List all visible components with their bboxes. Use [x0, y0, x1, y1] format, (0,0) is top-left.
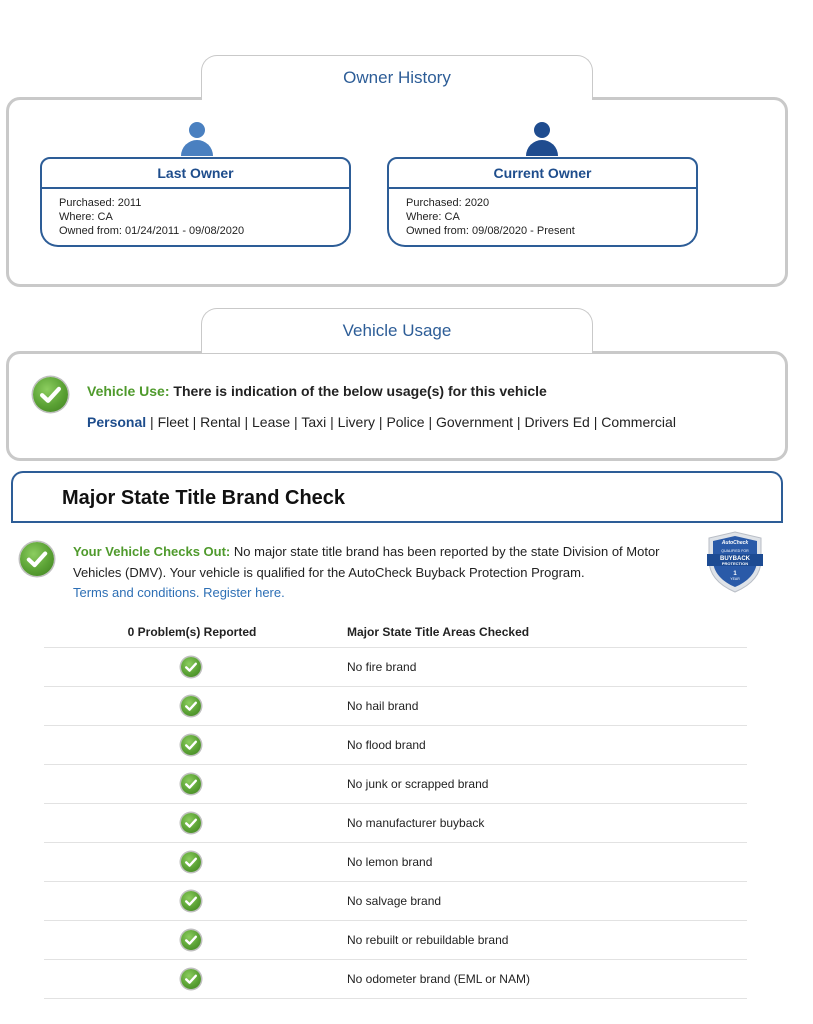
current-owner-where: Where: CA	[406, 211, 460, 223]
vehicle-usage-panel	[6, 351, 788, 461]
checks-out-text: No major state title brand has been reported by the state Division of Motor Vehicles (DMV). Your vehicle is qualified for the AutoCheck Buyback Protection Program.	[73, 544, 660, 580]
buyback-protection-badge-icon	[703, 530, 767, 594]
vehicle-use-statement	[87, 383, 547, 399]
brand-check-table	[44, 647, 747, 999]
usage-type-government: Government	[436, 414, 514, 430]
brand-check-divider	[11, 521, 783, 523]
row-label: No junk or scrapped brand	[347, 777, 489, 791]
usage-type-commercial: Commercial	[601, 414, 676, 430]
table-row	[44, 920, 747, 959]
vehicle-use-text: There is indication of the below usage(s) for this vehicle	[173, 383, 547, 399]
row-check-icon	[181, 774, 201, 794]
badge-line1: QUALIFIED FOR	[721, 549, 749, 553]
last-owner-where: Where: CA	[59, 211, 113, 223]
row-label: No manufacturer buyback	[347, 816, 485, 830]
usage-type-fleet: Fleet	[157, 414, 189, 430]
row-label: No salvage brand	[347, 894, 442, 908]
row-check-icon	[181, 813, 201, 833]
current-owner-owned: Owned from: 09/08/2020 - Present	[406, 225, 575, 237]
usage-type-rental: Rental	[200, 414, 241, 430]
vehicle-use-types: Personal | Fleet | Rental | Lease | Taxi | Livery | Police | Government | Drivers Ed | Commercial	[87, 414, 676, 430]
badge-years-label: YEAR	[730, 577, 740, 581]
badge-line3: PROTECTION	[721, 561, 749, 566]
table-row	[44, 764, 747, 803]
terms-link[interactable]: Terms and conditions.	[73, 585, 200, 600]
table-row	[44, 959, 747, 999]
row-label: No fire brand	[347, 660, 417, 674]
tab-owner-history[interactable]	[201, 55, 593, 100]
row-check-icon	[181, 852, 201, 872]
vehicle-use-label: Vehicle Use:	[87, 383, 170, 399]
row-label: No flood brand	[347, 738, 426, 752]
last-owner-purchased: Purchased: 2011	[59, 197, 142, 209]
register-link[interactable]: Register here.	[203, 585, 285, 600]
current-owner-purchased: Purchased: 2020	[406, 197, 490, 209]
brand-check-title: Major State Title Brand Check	[62, 487, 346, 509]
table-row	[44, 647, 747, 686]
table-row	[44, 881, 747, 920]
row-label: No hail brand	[347, 699, 419, 713]
tab-vehicle-usage[interactable]	[201, 308, 593, 353]
tab-owner-history-label: Owner History	[343, 68, 451, 87]
vehicle-use-check-icon	[33, 377, 68, 412]
badge-brand: AutoCheck	[721, 540, 749, 546]
brand-check-header	[11, 471, 783, 523]
current-owner-title: Current Owner	[387, 157, 698, 189]
problems-reported-header: 0 Problem(s) Reported	[127, 625, 257, 639]
current-owner-person-icon	[526, 122, 558, 158]
last-owner-owned: Owned from: 01/24/2011 - 09/08/2020	[59, 225, 245, 237]
row-check-icon	[181, 930, 201, 950]
table-row	[44, 803, 747, 842]
row-check-icon	[181, 891, 201, 911]
usage-type-selected: Personal	[87, 414, 147, 430]
row-check-icon	[181, 969, 201, 989]
checks-out-label: Your Vehicle Checks Out:	[73, 544, 231, 559]
badge-years: 1	[733, 571, 737, 577]
row-check-icon	[181, 696, 201, 716]
table-row	[44, 842, 747, 881]
usage-type-drivers-ed: Drivers Ed	[524, 414, 590, 430]
areas-checked-header: Major State Title Areas Checked	[347, 625, 530, 639]
last-owner-title: Last Owner	[40, 157, 351, 189]
row-check-icon	[181, 735, 201, 755]
current-owner-details	[387, 189, 698, 247]
checks-out-message	[73, 542, 678, 604]
table-row	[44, 725, 747, 764]
usage-type-livery: Livery	[337, 414, 376, 430]
row-check-icon	[181, 657, 201, 677]
row-label: No odometer brand (EML or NAM)	[347, 972, 530, 986]
usage-type-taxi: Taxi	[301, 414, 327, 430]
checks-out-check-icon	[20, 542, 54, 576]
table-row	[44, 686, 747, 725]
row-label: No rebuilt or rebuildable brand	[347, 933, 509, 947]
usage-type-lease: Lease	[252, 414, 291, 430]
badge-line2: BUYBACK	[720, 556, 750, 562]
last-owner-details	[40, 189, 351, 247]
tab-vehicle-usage-label: Vehicle Usage	[342, 321, 452, 340]
last-owner-person-icon	[181, 122, 213, 158]
usage-type-police: Police	[386, 414, 425, 430]
row-label: No lemon brand	[347, 855, 433, 869]
